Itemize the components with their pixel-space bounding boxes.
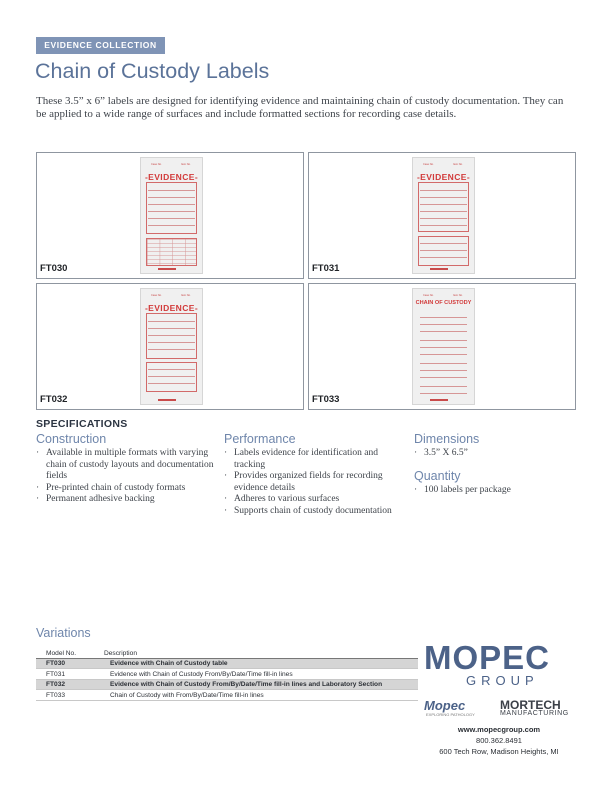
list-item: · 3.5” X 6.5” — [414, 448, 574, 460]
description-cell: Evidence with Chain of Custody From/By/Date/Time fill-in lines — [100, 669, 418, 680]
table-header-row — [36, 648, 418, 658]
model-cell: FT031 — [36, 669, 100, 680]
table-row — [36, 679, 418, 690]
label-image: Case No. Item No. CHAIN OF CUSTODY — [412, 288, 475, 405]
product-card-ft032 — [36, 283, 304, 410]
table-row — [36, 658, 418, 669]
description-cell: Evidence with Chain of Custody table — [100, 658, 418, 669]
section-tag: EVIDENCE COLLECTION — [36, 37, 165, 54]
intro-paragraph: These 3.5” x 6” labels are designed for identifying evidence and maintaining chain of custody documentation. They can be applied to a wide range of surfaces and include formatted sections for recording case details. — [36, 95, 564, 120]
mortech-logo: MORTECH — [500, 698, 561, 712]
product-card-ft033 — [308, 283, 576, 410]
product-code: FT032 — [40, 394, 68, 405]
dimensions-column — [414, 432, 574, 496]
specifications-heading: SPECIFICATIONS — [36, 418, 128, 430]
product-code: FT033 — [312, 394, 340, 405]
list-item: · Permanent adhesive backing — [36, 494, 216, 506]
contact-block — [424, 724, 574, 757]
model-cell: FT030 — [36, 658, 100, 669]
label-image: Case No. Item No. -EVIDENCE- — [140, 288, 203, 405]
product-card-ft030 — [36, 152, 304, 279]
column-header: Model No. — [36, 648, 100, 658]
list-item: · Pre-printed chain of custody formats — [36, 483, 216, 495]
list-item: · Adheres to various surfaces — [224, 494, 394, 506]
label-heading: -EVIDENCE- — [416, 172, 471, 182]
column-header: Description — [100, 648, 418, 658]
description-cell: Chain of Custody with From/By/Date/Time fill-in lines — [100, 690, 418, 701]
list-item: · Available in multiple formats with varying chain of custody layouts and documentation fields — [36, 448, 216, 483]
address: 600 Tech Row, Madison Heights, MI — [439, 747, 559, 756]
description-cell: Evidence with Chain of Custody From/By/Date/Time fill-in lines and Laboratory Section — [100, 679, 418, 690]
mopec-logo: MOPEC — [424, 639, 551, 676]
label-image: Case No. Item No. -EVIDENCE- — [140, 157, 203, 274]
model-cell: FT033 — [36, 690, 100, 701]
list-item: · Labels evidence for identification and tracking — [224, 448, 394, 471]
label-heading: CHAIN OF CUSTODY — [415, 300, 472, 306]
construction-column — [36, 432, 216, 506]
label-heading: -EVIDENCE- — [144, 172, 199, 182]
variations-heading: Variations — [36, 626, 91, 640]
product-code: FT031 — [312, 263, 340, 274]
mopec-sub-logo: Mopec — [424, 698, 466, 713]
label-heading: -EVIDENCE- — [144, 303, 199, 313]
product-card-ft031 — [308, 152, 576, 279]
list-item: · 100 labels per package — [414, 485, 574, 497]
quantity-title: Quantity — [414, 468, 461, 483]
page-title: Chain of Custody Labels — [35, 59, 270, 83]
table-row — [36, 690, 418, 701]
performance-column — [224, 432, 394, 517]
list-item: · Provides organized fields for recording evidence details — [224, 471, 394, 494]
website-link[interactable]: www.mopecgroup.com — [457, 725, 541, 734]
performance-title: Performance — [224, 432, 296, 446]
product-code: FT030 — [40, 263, 68, 274]
variations-table — [36, 648, 418, 701]
list-item: · Supports chain of custody documentation — [224, 506, 394, 518]
group-logo-text: GROUP — [466, 673, 539, 688]
phone-number: 800.362.8491 — [476, 736, 522, 745]
model-cell: FT032 — [36, 679, 100, 690]
table-row — [36, 669, 418, 680]
mopec-sub-tagline: EXPLORING PATHOLOGY — [426, 712, 475, 717]
mortech-tagline: MANUFACTURING — [500, 710, 569, 717]
label-image: Case No. Item No. -EVIDENCE- — [412, 157, 475, 274]
dimensions-title: Dimensions — [414, 432, 480, 446]
construction-title: Construction — [36, 432, 107, 446]
